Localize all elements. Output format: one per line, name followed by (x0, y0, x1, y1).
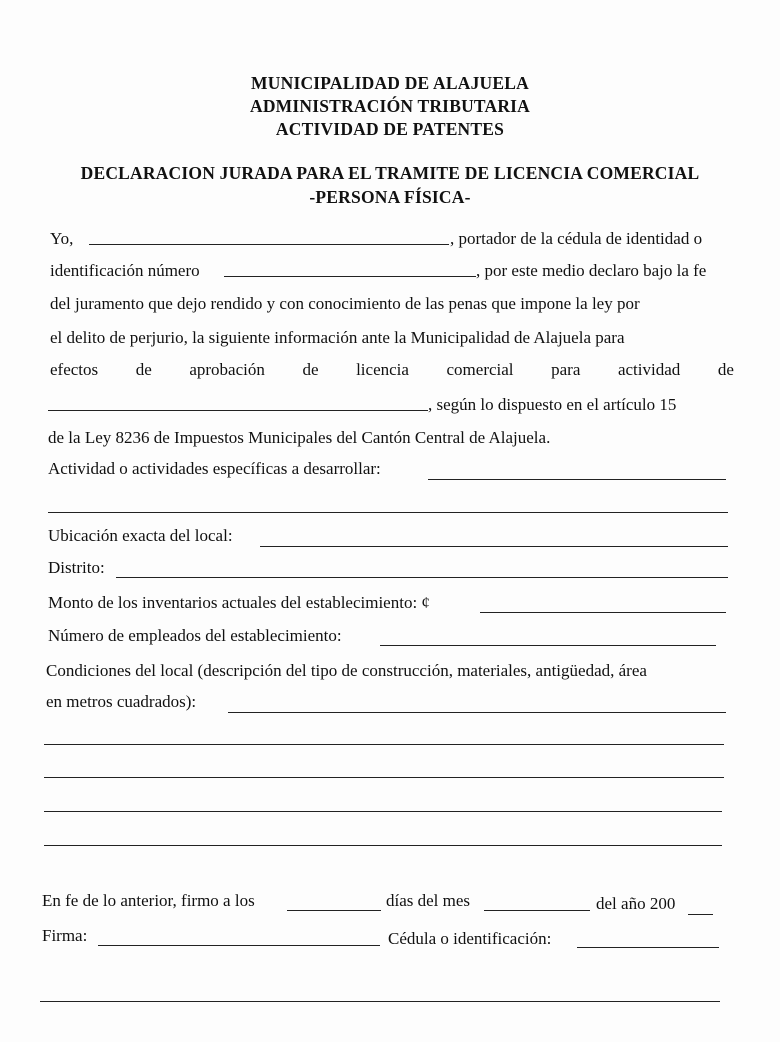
declaration-line-3: del juramento que dejo rendido y con conocimiento de las penas que impone la ley por (50, 294, 640, 313)
cedula-label: Cédula o identificación: (388, 929, 552, 948)
empleados-field[interactable] (380, 645, 716, 646)
portador-text: , portador de la cédula de identidad o (450, 229, 703, 248)
yo-label: Yo, (50, 229, 74, 248)
firma-field[interactable] (98, 945, 380, 946)
activity-type-field[interactable] (48, 410, 428, 411)
name-field[interactable] (89, 244, 449, 245)
dias-mes-text: días del mes (386, 891, 471, 910)
declaration-line-4: el delito de perjurio, la siguiente información ante la Municipalidad de Alajuela para (50, 328, 625, 347)
word: de (302, 360, 319, 379)
en-fe-text: En fe de lo anterior, firmo a los (42, 891, 255, 910)
monto-label: Monto de los inventarios actuales del establecimiento: ¢ (48, 593, 430, 612)
dias-field[interactable] (287, 910, 381, 911)
distrito-label: Distrito: (48, 558, 105, 577)
word: actividad (617, 360, 681, 379)
distrito-field[interactable] (116, 577, 728, 578)
declaration-line-7: de la Ley 8236 de Impuestos Municipales del Cantón Central de Alajuela. (48, 428, 551, 447)
mes-field[interactable] (484, 910, 590, 911)
monto-field[interactable] (480, 612, 726, 613)
empleados-label: Número de empleados del establecimiento: (48, 626, 342, 645)
condiciones-field-5[interactable] (44, 845, 722, 846)
word: efectos (50, 360, 99, 379)
condiciones-field[interactable] (228, 712, 726, 713)
del-anio-text: del año 200 (596, 894, 676, 913)
id-number-field[interactable] (224, 276, 476, 277)
declaration-line-5 (50, 360, 734, 380)
anio-field[interactable] (688, 914, 713, 915)
word: aprobación (189, 360, 265, 379)
bajo-fe-text: , por este medio declaro bajo la fe (476, 261, 707, 280)
ubicacion-field[interactable] (260, 546, 728, 547)
condiciones-label-2: en metros cuadrados): (46, 692, 197, 711)
department-title: ACTIVIDAD DE PATENTES (275, 119, 505, 139)
form-subtitle: -PERSONA FÍSICA- (309, 187, 471, 207)
municipality-title: MUNICIPALIDAD DE ALAJUELA (251, 73, 529, 93)
segun-text: , según lo dispuesto en el artículo 15 (428, 395, 677, 414)
form-title: DECLARACION JURADA PARA EL TRAMITE DE LICENCIA COMERCIAL (80, 163, 700, 183)
condiciones-label: Condiciones del local (descripción del tipo de construcción, materiales, antigüedad, área (46, 661, 647, 680)
cedula-field[interactable] (577, 947, 719, 948)
actividades-label: Actividad o actividades específicas a desarrollar: (48, 459, 381, 478)
firma-label: Firma: (42, 926, 88, 945)
word: para (551, 360, 581, 379)
word: de (717, 360, 734, 379)
identificacion-label: identificación número (50, 261, 200, 280)
condiciones-field-4[interactable] (44, 811, 722, 812)
actividades-field[interactable] (428, 479, 726, 480)
word: de (135, 360, 152, 379)
word: licencia (356, 360, 409, 379)
bottom-line[interactable] (40, 1001, 720, 1002)
condiciones-field-2[interactable] (44, 744, 724, 745)
condiciones-field-3[interactable] (44, 777, 724, 778)
actividades-field-2[interactable] (48, 512, 728, 513)
ubicacion-label: Ubicación exacta del local: (48, 526, 233, 545)
word: comercial (446, 360, 514, 379)
administration-title: ADMINISTRACIÓN TRIBUTARIA (249, 96, 531, 116)
